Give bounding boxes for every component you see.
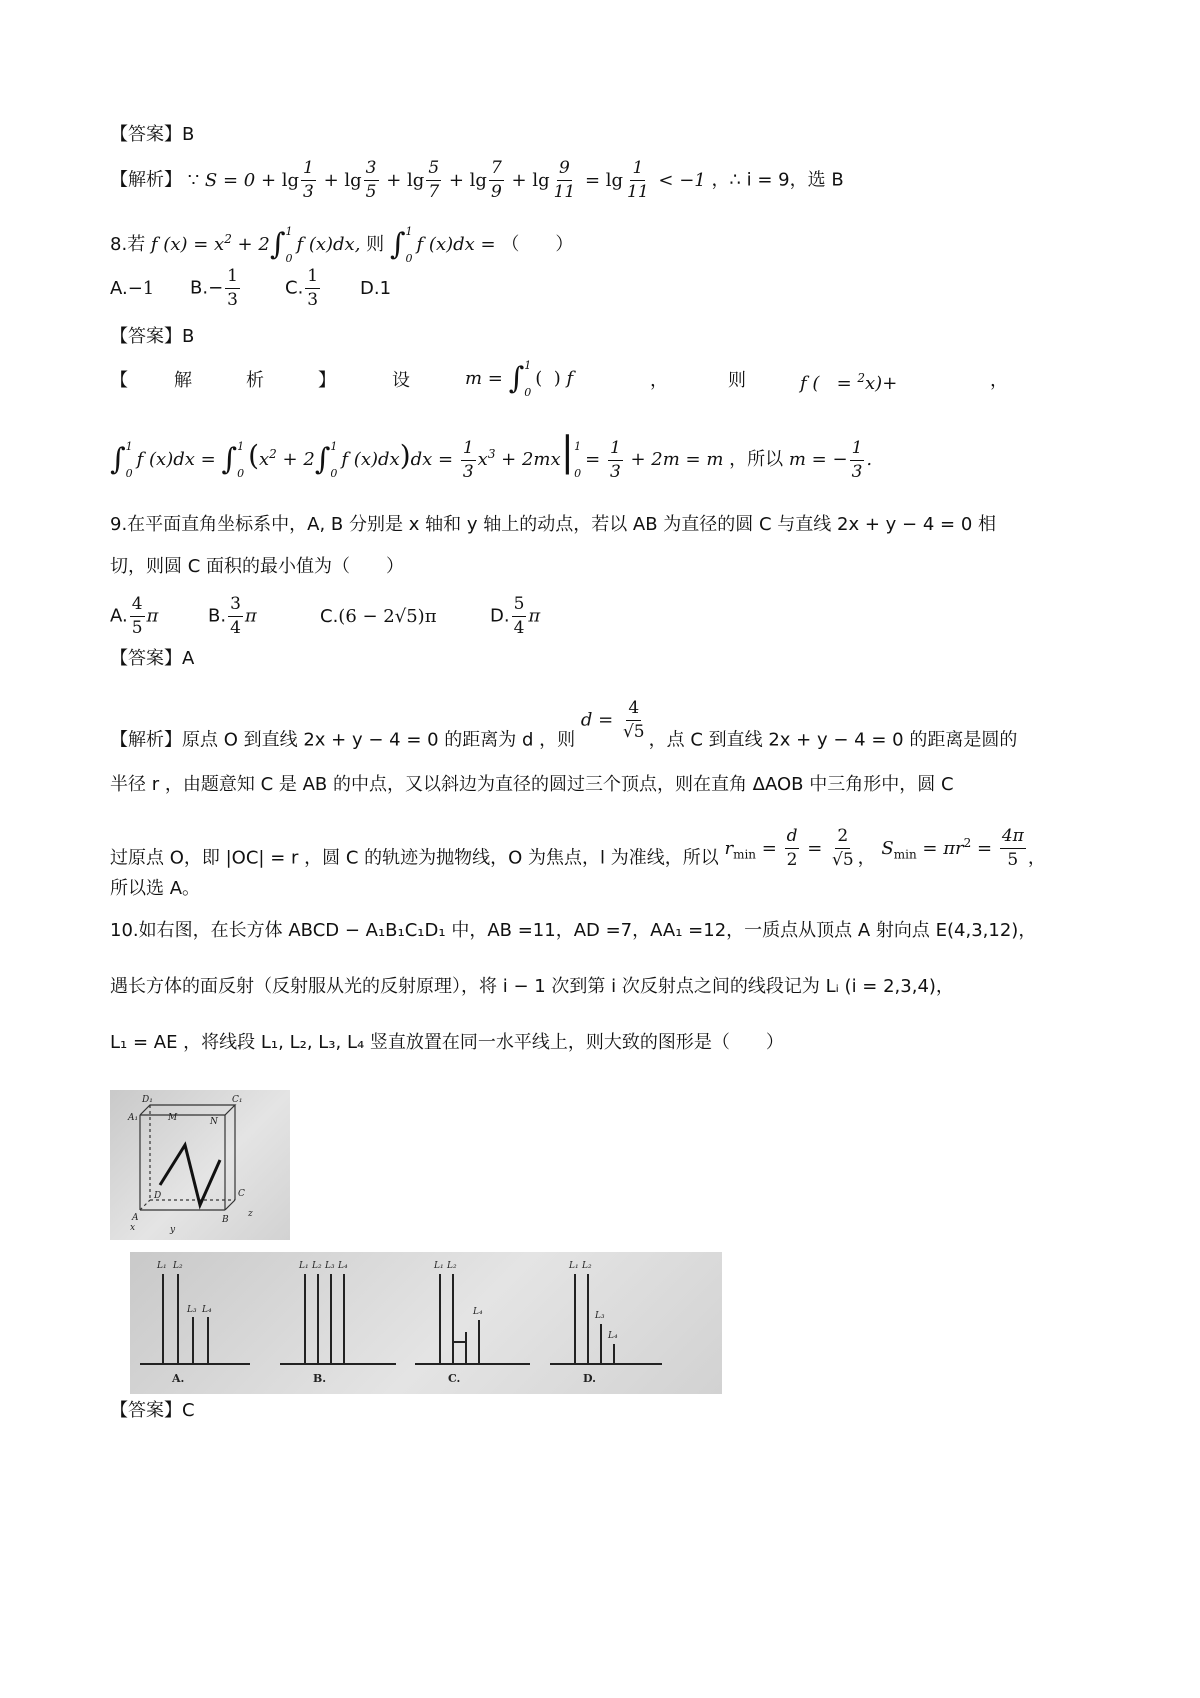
q8-conclusion-word: ，所以: [729, 449, 784, 470]
cube-label-d1: D₁: [142, 1095, 153, 1105]
q10-stem-line2: 遇长方体的面反射（反射服从光的反射原理），将 i − 1 次到第 i 次反射点之间的线段记为 Lᵢ (i = 2,3,4)，: [110, 976, 954, 997]
a-l3-label: L₃: [187, 1305, 197, 1315]
q8-result: m = − $\frac{1}{3}$ .: [788, 437, 873, 482]
q7-analysis-line: [110, 160, 844, 201]
cube-label-c1: C₁: [232, 1095, 243, 1105]
cube-label-a1: A₁: [128, 1113, 139, 1123]
analysis-char-2: 析: [246, 370, 264, 391]
q9-option-b: B. $\frac{3}{4}$ π: [208, 594, 257, 638]
analysis-then: 则: [728, 370, 746, 391]
q9-analysis3: 过原点 O，即 |OC| = r ，圆 C 的轨迹为抛物线，O 为焦点，l 为准线，所以: [110, 847, 719, 869]
cube-label-z: z: [248, 1209, 253, 1219]
q7-formula: ∵ S = 0 + lg $\frac{1}{3}$ + lg $\frac{3}{5}$ + lg $\frac{5}{7}$ + lg $\frac{7}{9}$ + lg $\frac{9}{11}$ = lg $\frac{1}{11}$ < −1: [187, 158, 712, 202]
b-l1-label: L₁: [299, 1261, 309, 1271]
cube-label-a: A: [132, 1213, 139, 1223]
cube-label-b: B: [222, 1215, 229, 1225]
q8-stem-formula: f $(x) = x^2 + 2\int$ 1 0 f (x)dx,: [150, 225, 361, 265]
d-l3-label: L₃: [595, 1311, 605, 1321]
q9-analysis-line1: [110, 698, 1018, 770]
q9-analysis-line2: 半径 r ，由题意知 C 是 AB 的中点，又以斜边为直径的圆过三个顶点，则在直角 ΔAOB 中三角形中，圆 C: [110, 774, 954, 795]
q8-answer-line: [110, 328, 194, 346]
q9-option-a: A. $\frac{4}{5}$ π: [110, 594, 159, 638]
q8-integral-derivation: ∫ 1 0 f (x)dx = ∫ 1 0 ($x^2 + 2\int$ 1 0 f (x)dx)dx = $\frac{1}{3}$ $x^3 + 2mx|$ 1 0 = $\frac{1}{3}$ + 2m = m: [110, 429, 730, 482]
q8-stem: [110, 226, 573, 264]
q9-analysis1b: ，点 C 到直线 2x + y − 4 = 0 的距离是圆的: [648, 729, 1018, 751]
comma-1: ，: [650, 370, 668, 391]
q9-stem-line2: 切，则圆 C 面积的最小值为（ ）: [110, 556, 405, 577]
q9-analysis-line4: 所以选 A。: [110, 878, 201, 899]
q8-blank: （ ）: [501, 234, 574, 255]
cube-label-x: x: [130, 1223, 136, 1233]
q10-answer-value: C: [182, 1400, 195, 1421]
q8-option-d: D.1: [360, 278, 392, 299]
q9-answer-value: A: [182, 648, 195, 669]
cube-label-n: N: [210, 1117, 218, 1127]
q10-stem-line1: 10.如右图，在长方体 ABCD − A₁B₁C₁D₁ 中，AB =11，AD =7，AA₁ =12，一质点从顶点 A 射向点 E(4,3,12)，: [110, 920, 1037, 941]
choice-d-label: D.: [583, 1372, 596, 1385]
q8-stem-lead: 若: [127, 234, 146, 255]
d-l2-label: L₂: [582, 1261, 592, 1271]
q7-conclusion: ，∴ i = 9，选 B: [711, 169, 844, 191]
choice-c-label: C.: [448, 1372, 461, 1385]
q9-rmin: $r_{min}$ = $\frac{d}{2}$ = $\frac{2}{√5}$: [724, 826, 854, 870]
q8-answer-value: B: [182, 326, 195, 347]
b-l3-label: L₃: [325, 1261, 335, 1271]
answer-tag: 【答案】: [110, 326, 182, 347]
q8-stem-mid: 则: [366, 234, 385, 255]
q8-option-c: C. $\frac{1}{3}$: [285, 266, 319, 310]
q10-answer-line: [110, 1402, 195, 1420]
c-l2-label: L₂: [447, 1261, 457, 1271]
analysis-set: 设: [392, 370, 410, 391]
cube-label-d: D: [154, 1191, 162, 1201]
q9-answer-line: [110, 650, 194, 668]
d-l1-label: L₁: [569, 1261, 579, 1271]
cube-label-c: C: [238, 1189, 245, 1199]
comma-2: ，: [990, 370, 1008, 391]
q9-stem-line1: 9.在平面直角坐标系中，A, B 分别是 x 轴和 y 轴上的动点，若以 AB 为直径的圆 C 与直线 2x + y − 4 = 0 相: [110, 514, 996, 535]
c-l1-label: L₁: [434, 1261, 444, 1271]
b-l4-label: L₄: [338, 1261, 348, 1271]
q9-option-c: C.(6 − 2√5)π: [320, 606, 437, 627]
q8-option-b: B.− $\frac{1}{3}$: [190, 266, 238, 310]
options-drawing: [130, 1252, 722, 1394]
bracket-open: 【: [110, 370, 128, 391]
c-l4-label: L₄: [473, 1307, 483, 1317]
choice-b-label: B.: [313, 1372, 327, 1385]
cube-label-y: y: [170, 1225, 176, 1235]
a-l2-label: L₂: [173, 1261, 183, 1271]
q8-number: 8.: [110, 234, 128, 255]
q9-d-value: d = $\frac{4}{√5}$: [580, 698, 645, 742]
answer-tag: 【答案】: [110, 648, 182, 669]
q7-answer-line: [110, 126, 194, 144]
analysis-tag: 【解析】: [110, 169, 182, 191]
choice-a-label: A.: [172, 1372, 185, 1385]
q8-analysis-line2: [110, 429, 873, 482]
a-l1-label: L₁: [157, 1261, 167, 1271]
answer-tag: 【答案】: [110, 1400, 182, 1421]
q8-stem-integral: ∫ 1 0 f (x)dx =: [389, 225, 496, 265]
a-l4-label: L₄: [202, 1305, 212, 1315]
q9-analysis-line3: 过原点 O，即 |OC| = r ，圆 C 的轨迹为抛物线，O 为焦点，l 为准线，所以 $r_{min}$ = $\frac{d}{2}$ = $\frac{2}{√5}$ ， $S_{min} = \pi r^2$ = $\frac{4\pi}{5}$ ，: [110, 826, 1046, 870]
cube-label-m: M: [168, 1113, 178, 1123]
q8-f-partial: f ( = $^2$x)+: [800, 371, 898, 394]
cuboid-figure: [110, 1090, 290, 1240]
d-l4-label: L₄: [608, 1331, 618, 1341]
q9-smin: $S_{min} = \pi r^2$ = $\frac{4\pi}{5}$: [881, 826, 1024, 870]
q8-analysis-line1: [110, 359, 1100, 412]
bracket-close: 】: [318, 370, 336, 391]
q8-m-def: m = ∫ 1 0 ( ) f: [465, 359, 574, 399]
q7-answer-value: B: [182, 124, 195, 145]
q8-option-a: A.−1: [110, 278, 155, 299]
answer-tag: 【答案】: [110, 124, 182, 145]
q9-analysis1: 原点 O 到直线 2x + y − 4 = 0 的距离为 d ，则: [182, 729, 576, 751]
b-l2-label: L₂: [312, 1261, 322, 1271]
q9-option-d: D. $\frac{5}{4}$ π: [490, 594, 541, 638]
cuboid-drawing: [110, 1090, 290, 1240]
options-figure: [130, 1252, 722, 1394]
q10-stem-line3: L₁ = AE ，将线段 L₁, L₂, L₃, L₄ 竖直放置在同一水平线上，则大致的图形是（ ）: [110, 1032, 784, 1053]
analysis-tag: 【解析】: [110, 729, 182, 751]
analysis-char-1: 解: [174, 370, 192, 391]
